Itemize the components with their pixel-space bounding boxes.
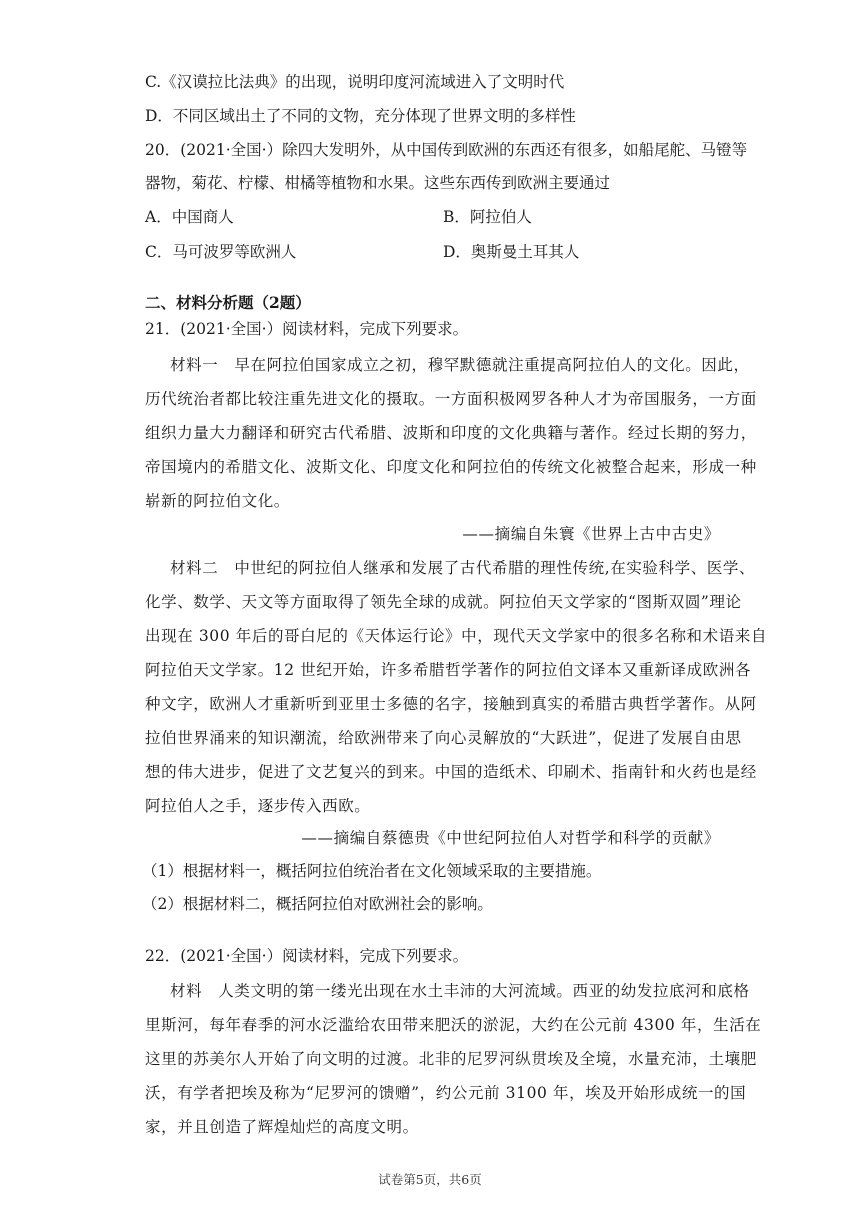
q21-material2-line: 材料二 中世纪的阿拉伯人继承和发展了古代希腊的理性传统,在实验科学、医学、: [170, 559, 756, 577]
section-heading: 二、材料分析题（2题）: [145, 293, 311, 312]
q20-option-b: B．阿拉伯人: [443, 208, 532, 226]
q19-option-c: C.《汉谟拉比法典》的出现，说明印度河流域进入了文明时代: [145, 73, 565, 91]
q21-stem: 21．(2021·全国·）阅读材料，完成下列要求。: [145, 320, 469, 338]
q21-material1-source: ——摘编自朱寰《世界上古中古史》: [462, 525, 720, 543]
q22-material-line: 里斯河，每年春季的河水泛滥给农田带来肥沃的淤泥，大约在公元前 4300 年，生活在: [145, 1016, 762, 1034]
q20-option-d: D．奥斯曼土耳其人: [443, 243, 580, 261]
q21-material1-line: 崭新的阿拉伯文化。: [145, 492, 290, 510]
page-footer: 试卷第5页，共6页: [378, 1172, 482, 1187]
q21-material2-line: 想的伟大进步，促进了文艺复兴的到来。中国的造纸术、印刷术、指南针和火药也是经: [145, 763, 757, 781]
q22-material-line: 材料 人类文明的第一缕光出现在水土丰沛的大河流域。西亚的幼发拉底河和底格: [170, 982, 750, 1000]
q20-stem-line2: 器物，菊花、柠檬、柑橘等植物和水果。这些东西传到欧洲主要通过: [145, 174, 611, 192]
q21-sub-question-1: （1）根据材料一，概括阿拉伯统治者在文化领域采取的主要措施。: [142, 862, 602, 880]
q20-option-a: A．中国商人: [145, 208, 234, 226]
q21-material2-line: 种文字，欧洲人才重新听到亚里士多德的名字，接触到真实的希腊古典哲学著作。从阿: [145, 695, 757, 713]
q20-option-c: C．马可波罗等欧洲人: [145, 243, 297, 261]
q22-material-line: 家，并且创造了辉煌灿烂的高度文明。: [145, 1118, 419, 1136]
q22-material-line: 沃，有学者把埃及称为“尼罗河的馈赠”，约公元前 3100 年，埃及开始形成统一的国: [145, 1084, 747, 1102]
q21-material2-line: 出现在 300 年后的哥白尼的《天体运行论》中，现代天文学家中的很多名称和术语来自: [145, 627, 768, 645]
q21-material2-line: 阿拉伯人之手，逐步传入西欧。: [145, 797, 371, 815]
q21-material1-line: 历代统治者都比较注重先进文化的摄取。一方面积极网罗各种人才为帝国服务，一方面: [145, 390, 757, 408]
q22-material-line: 这里的苏美尔人开始了向文明的过渡。北非的尼罗河纵贯埃及全境，水量充沛，土壤肥: [145, 1050, 757, 1068]
q21-sub-question-2: （2）根据材料二，概括阿拉伯对欧洲社会的影响。: [142, 895, 493, 913]
q21-material2-line: 化学、数学、天文等方面取得了领先全球的成就。阿拉伯天文学家的“图斯双圆”理论: [145, 593, 742, 611]
q21-material2-line: 拉伯世界涌来的知识潮流，给欧洲带来了向心灵解放的“大跃进”，促进了发展自由思: [145, 729, 742, 747]
q21-material1-line: 组织力量大力翻译和研究古代希腊、波斯和印度的文化典籍与著作。经过长期的努力，: [145, 424, 757, 442]
q22-stem: 22．(2021·全国·）阅读材料，完成下列要求。: [145, 947, 469, 965]
q21-material1-line: 帝国境内的希腊文化、波斯文化、印度文化和阿拉伯的传统文化被整合起来，形成一种: [145, 458, 757, 476]
q21-material2-source: ——摘编自蔡德贵《中世纪阿拉伯人对哲学和科学的贡献》: [301, 829, 720, 847]
q21-material1-line: 材料一 早在阿拉伯国家成立之初，穆罕默德就注重提高阿拉伯人的文化。因此，: [170, 356, 750, 374]
q20-stem-line1: 20．(2021·全国·）除四大发明外，从中国传到欧洲的东西还有很多，如船尾舵、马镫等: [145, 141, 748, 159]
q21-material2-line: 阿拉伯天文学家。12 世纪开始，许多希腊哲学著作的阿拉伯文译本又重新译成欧洲各: [145, 661, 752, 679]
q19-option-d: D．不同区域出土了不同的文物，充分体现了世界文明的多样性: [145, 107, 576, 125]
